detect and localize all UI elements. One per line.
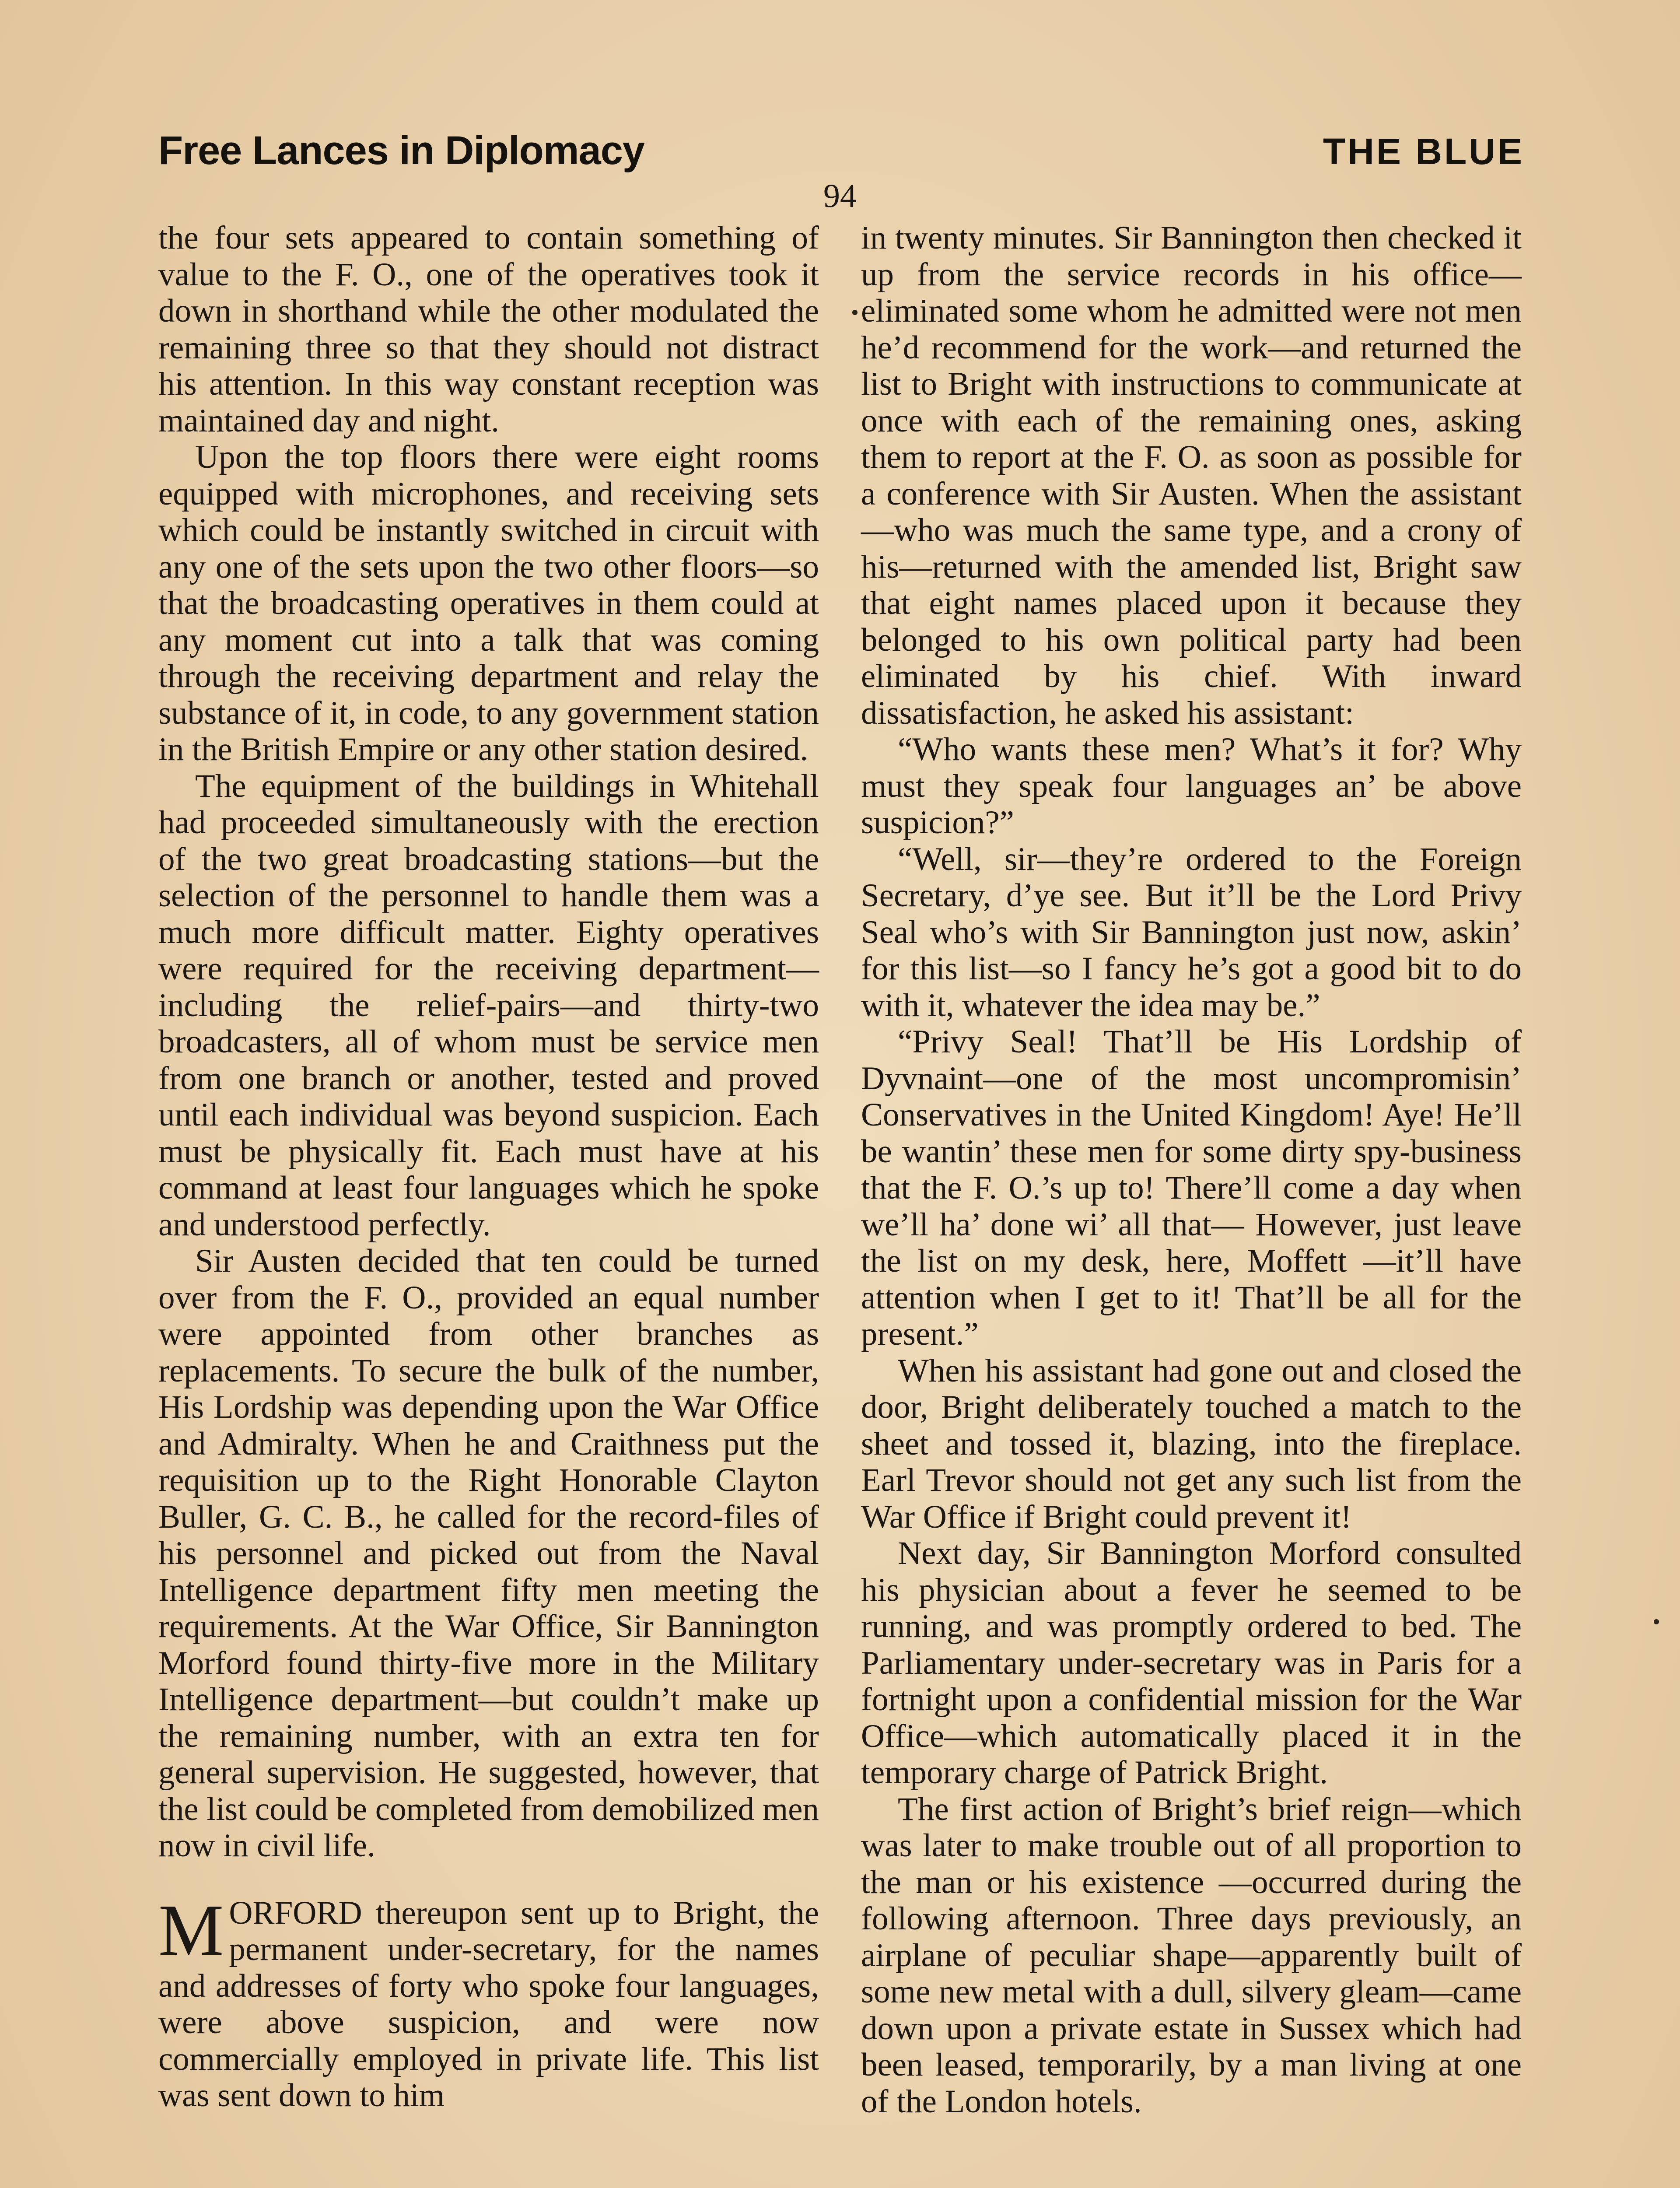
paragraph: Upon the top floors there were eight rooms equipped with microphones, and receiving sets which could be instantly switched in circuit with any one of the sets upon the two other floors—so that the broadcasting operatives in them could at any moment cut into a talk that was coming through the receiving department and relay the substance of it, in code, to any government station in the British Empire or any other station desired.: [158, 439, 819, 768]
paragraph: When his assistant had gone out and closed the door, Bright deliberately touched a match to the sheet and tossed it, blazing, into the fireplace. Earl Trevor should not get any such list from the War Office if Bright could prevent it!: [861, 1352, 1522, 1535]
paragraph: Sir Austen decided that ten could be turned over from the F. O., provided an equal number were appointed from other branches as replacements. To secure the bulk of the number, His Lordship was depending upon the War Office and Admiralty. When he and Craithness put the requisition up to the Right Honorable Clayton Buller, G. C. B., he called for the record-files of his personnel and picked out from the Naval Intelligence department fifty men meeting the requirements. At the War Office, Sir Bannington Morford found thirty-five more in the Military Intelligence department—but couldn’t make up the remaining number, with an extra ten for general supervision. He suggested, however, that the list could be completed from demobilized men now in civil life.: [158, 1243, 819, 1864]
section-text: ORFORD thereupon sent up to Bright, the permanent under-secretary, for the names and addresses of forty who spoke four languages, were above suspicion, and were now commercially employed in private life. This list was sent down to him: [158, 1894, 819, 2114]
page-number: 94: [823, 178, 857, 214]
left-column: [158, 220, 819, 2114]
right-column: [861, 220, 1522, 2120]
paragraph: in twenty minutes. Sir Bannington then checked it up from the service records in his office—eliminated some whom he admitted were not men he’d recommend for the work—and returned the list to Bright with instructions to communicate at once with each of the remaining ones, asking them to report at the F. O. as soon as possible for a conference with Sir Austen. When the assistant—who was much the same type, and a crony of his—returned with the amended list, Bright saw that eight names placed upon it because they belonged to his own political party had been eliminated by his chief. With inward dissatisfaction, he asked his assistant:: [861, 220, 1522, 731]
paragraph: The first action of Bright’s brief reign—which was later to make trouble out of all proportion to the man or his existence —occurred during the following afternoon. Three days previously, an airplane of peculiar shape—apparently built of some new metal with a dull, silvery gleam—came down upon a private estate in Sussex which had been leased, temporarily, by a man living at one of the London hotels.: [861, 1791, 1522, 2120]
running-title: Free Lances in Diplomacy: [158, 128, 645, 173]
print-speck: [852, 310, 858, 315]
paragraph: The equipment of the buildings in Whitehall had proceeded simultaneously with the erection of the two great broadcasting stations—but the selection of the personnel to handle them was a much more difficult matter. Eighty operatives were required for the receiving department—including the relief-pairs—and thirty-two broadcasters, all of whom must be service men from one branch or another, tested and proved until each individual was beyond suspicion. Each must be physically fit. Each must have at his command at least four languages which he spoke and understood perfectly.: [158, 768, 819, 1243]
paragraph: “Who wants these men? What’s it for? Why must they speak four languages an’ be above suspicion?”: [861, 731, 1522, 841]
section-paragraph: [158, 1889, 819, 2114]
paragraph: the four sets appeared to contain something of value to the F. O., one of the operatives took it down in shorthand while the other modulated the remaining three so that they should not distract his attention. In this way constant reception was maintained day and night.: [158, 220, 819, 439]
drop-cap: M: [158, 1889, 224, 1971]
paragraph: Next day, Sir Bannington Morford consulted his physician about a fever he seemed to be running, and was promptly ordered to bed. The Parliamentary under-secretary was in Paris for a fortnight upon a confidential mission for the War Office—which automatically placed it in the temporary charge of Patrick Bright.: [861, 1535, 1522, 1791]
print-speck: [1654, 1619, 1659, 1624]
magazine-name: THE BLUE: [1323, 131, 1524, 172]
paragraph: “Well, sir—they’re ordered to the Foreign Secretary, d’ye see. But it’ll be the Lord Privy Seal who’s with Sir Bannington just now, askin’ for this list—so I fancy he’s got a good bit to do with it, whatever the idea may be.”: [861, 841, 1522, 1024]
paragraph: “Privy Seal! That’ll be His Lordship of Dyvnaint—one of the most uncompromisin’ Conservatives in the United Kingdom! Aye! He’ll be wantin’ these men for some dirty spy-business that the F. O.’s up to! There’ll come a day when we’ll ha’ done wi’ all that— However, just leave the list on my desk, here, Moffett —it’ll have attention when I get to it! That’ll be all for the present.”: [861, 1024, 1522, 1352]
